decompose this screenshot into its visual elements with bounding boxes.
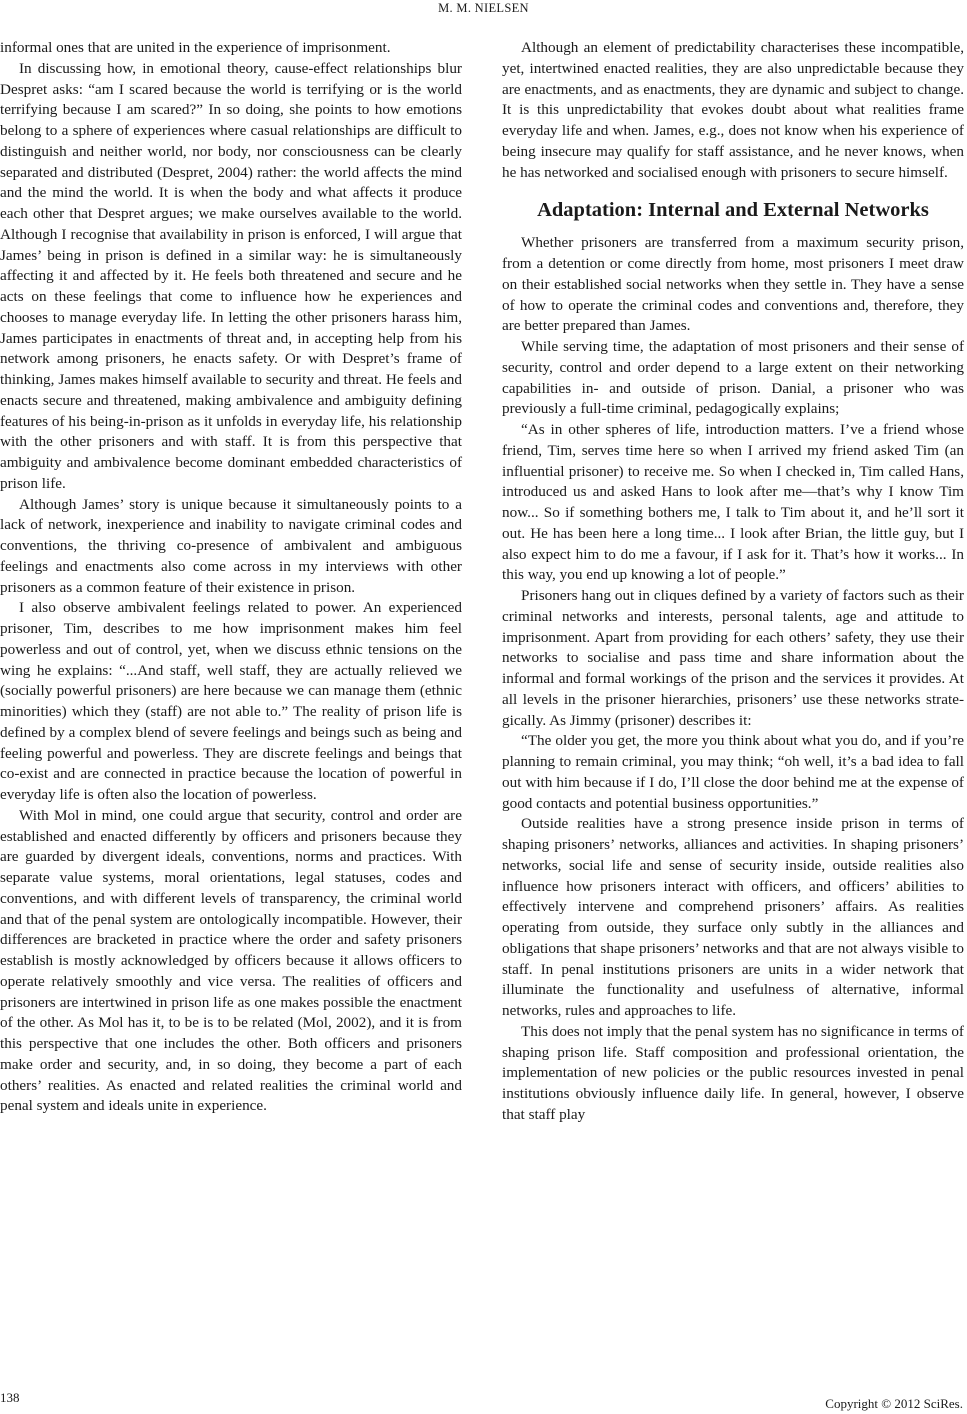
left-column bbox=[0, 38, 462, 1117]
quote-paragraph: “The older you get, the more you think about what you do, and if you’re planning to remain criminal, you may think; “oh well, it’s a bad idea to fall out with him because if I do, I’ll close the door behind me at the expense of good contacts and potential business opportunities.” bbox=[502, 732, 964, 812]
page-number: 138 bbox=[0, 1390, 20, 1405]
paragraph: In discussing how, in emotional theory, cause-effect relationships blur Despret asks: “am I scared because the world is terrifying or is the world terrifying because I am scared?” In so doing, she points to how emotions belong to a sphere of experiences where casual relationships are difficult to distinguish and neither world, nor body, nor consciousness can be clearly separated and distributed (Despret, 2004) rather: the world affects the mind and the mind the world. It is when the body and what affects it produce each other that Despret argues; we make ourselves available to the world. Although I recognise that availability in prison is enforced, I will argue that James’ being in prison is defined in a similar way: he is simultaneously affecting it and affected by it. He feels both threatened and secure and he acts on these feelings that come to influence how he experiences and chooses to manage everyday life. In letting the other prisoners harass him, James participates in enactments of threat and, in accepting help from his network among prisoners, he enacts safety. Or with Despret’s frame of thinking, James makes himself available to security and threat. He feels and enacts secure and threatened, making ambivalence and ambiguity defining features of his being-in-prison as it unfolds in everyday life, his relationship with the other prisoners and with staff. It is from this perspective that ambiguity and ambivalence become dominant embedded characteristics of prison life. bbox=[0, 59, 462, 492]
paragraph: This does not imply that the penal system has no significance in terms of shaping prison life. Staff composition and professional orientation, the implementation of new policies or the public resources invested in penal institutions obviously influence daily life. In general, however, I observe that staff play bbox=[502, 1022, 964, 1123]
section-heading: Adaptation: Internal and External Networks bbox=[537, 199, 929, 222]
paragraph: I also observe ambivalent feelings related to power. An experienced prisoner, Tim, describes to me how imprisonment makes him feel powerless and out of control, yet, when we discuss ethnic tensions on the wing he explains: “...And staff, well staff, they are actually relieved we (socially powerful prisoners) are here because we can manage them (ethnic minorities) which they (staff) are not able to.” The reality of prison life is defined by a complex blend of severe feelings and beings such as being and feeling powerful and powerless. They are discrete feelings and beings that co-exist and are connected in practice because the location of powerful in everyday life is often also the location of powerless. bbox=[0, 599, 462, 803]
running-head: M. M. NIELSEN bbox=[438, 1, 529, 15]
paragraph: informal ones that are united in the experience of imprisonment. bbox=[0, 39, 391, 56]
copyright-notice: Copyright © 2012 SciRes. bbox=[825, 1396, 963, 1411]
paragraph: Prisoners hang out in cliques defined by a variety of factors such as their criminal networks and interests, personal talents, age and attitude to imprisonment. Apart from providing for each others’ safety, they use their networks to socialise and pass time and share information about the informal and formal workings of the prison and the services it provides. At all levels in the prisoner hierarchies, prisoners’ use these networks strategically. As Jimmy (prisoner) describes it: bbox=[502, 587, 964, 729]
paragraph: Although James’ story is unique because it simultaneously points to a lack of network, inexperience and inability to navigate criminal codes and conventions, the thriving co-presence of ambivalent and ambiguous feelings and enactments also come across in my interviews with other prisoners as a common feature of their existence in prison. bbox=[0, 495, 462, 596]
paragraph: Although an element of predictability characterises these incompatible, yet, intertwined enacted realities, they are also unpredictable because they are enactments, and as enactments, they are dynamic and subject to change. It is this unpredictability that evokes doubt about what realities frame everyday life and when. James, e.g., does not know when his experience of being insecure may qualify for staff assistance, and he never knows, when he has networked and socialised enough with prisoners to secure himself. bbox=[502, 39, 964, 181]
paragraph: With Mol in mind, one could argue that security, control and order are established and enacted differently by officers and prisoners because they are guarded by divergent ideals, conventions, norms and practices. With separate value systems, moral orientations, legal statuses, codes and conventions, and with different levels of transparency, the criminal world and that of the penal system are ontologically incompatible. However, their differences are bracketed in practice where the order and safety prisoners establish is mostly acknowledged by officers because it allows officers to operate relatively smoothly and vice versa. The realities of officers and prisoners are intertwined in prison life as one makes possible the enactment of the other. As Mol has it, to be is to be related (Mol, 2002), and it is from this perspective that one includes the other. Both officers and prisoners make order and security, and, in so doing, they become a part of each others’ realities. As enacted and related realities the criminal world and penal system and ideals unite in experience. bbox=[0, 806, 462, 1115]
paragraph: Whether prisoners are transferred from a maximum security prison, from a detention or come directly from home, most prisoners I meet draw on their established social networks when they settle in. They have a sense of how to operate the criminal codes and conventions and, therefore, they are better prepared than James. bbox=[502, 234, 964, 335]
paragraph: While serving time, the adaptation of most prisoners and their sense of security, control and order depend to a large extent on their networking capabilities in- and outside of prison. Danial, a prisoner who was previously a full-time criminal, pedagogically explains; bbox=[502, 338, 964, 418]
quote-paragraph: “As in other spheres of life, introduction matters. I’ve a friend whose friend, Tim, serves time here so when I arrived my friend asked Tim (an influential prisoner) to receive me. So when I checked in, Tim called Hans, introduced us and asked Hans to look after me—that’s why I know Tim now... So if something bothers me, I talk to Tim about it, and he’ll sort it out. He has been here a long time... I look after Brian, the little guy, but I also expect him to do me a favour, if I ask for it. That’s how it works... In this way, you end up knowing a lot of people.” bbox=[502, 421, 964, 584]
right-column bbox=[502, 38, 964, 1126]
paragraph: Outside realities have a strong presence inside prison in terms of shaping prisoners’ networks, alliances and activities. In shaping prisoners’ networks, social life and sense of security inside, outside realities also influence how prisoners interact with officers, and officers’ abilities to effectively intervene and comprehend prisoners’ affairs. As realities operating from outside, they surface only subtly in the alliances and obligations that shape prisoners’ networks and that are not always visible to staff. In penal institutions prisoners are units in a wider network that illuminate the functionality and usefulness of alternative, informal networks, rules and approaches to life. bbox=[502, 815, 964, 1019]
